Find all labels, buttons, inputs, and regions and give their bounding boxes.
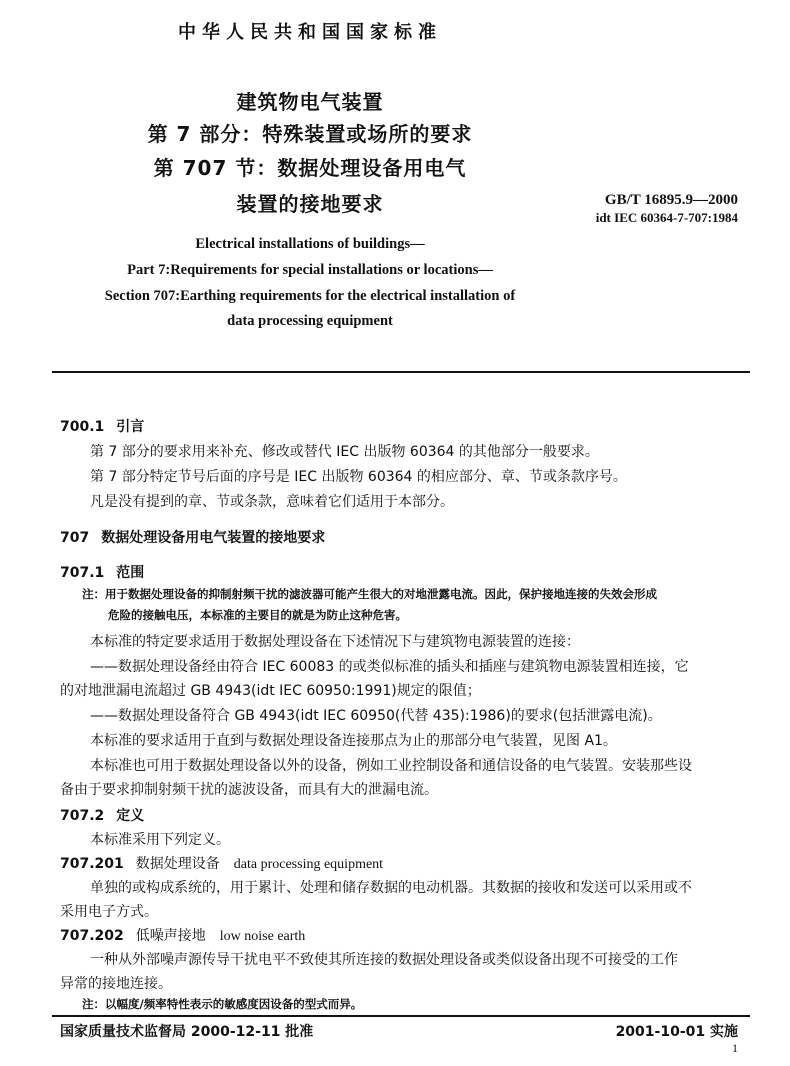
paragraph: 第 7 部分的要求用来补充、修改或替代 IEC 出版物 60364 的其他部分一般要求。 xyxy=(90,444,599,460)
paragraph: 凡是没有提到的章、节或条款，意味着它们适用于本部分。 xyxy=(90,494,454,510)
iec-equivalence: idt IEC 60364-7-707:1984 xyxy=(595,210,738,225)
paragraph-continuation: 备由于要求抑制射频干扰的滤波设备，而具有大的泄漏电流。 xyxy=(60,782,438,798)
paragraph: 单独的或构成系统的，用于累计、处理和储存数据的电动机器。其数据的接收和发送可以采用或不 xyxy=(90,880,692,896)
title-en-line-3: Section 707:Earthing requirements for the electrical installation of xyxy=(104,288,516,304)
header-divider xyxy=(52,371,750,373)
note-continuation: 危险的接触电压，本标准的主要目的就是为防止这种危害。 xyxy=(108,608,407,622)
title-zh-line-4: 装置的接地要求 xyxy=(236,192,384,216)
paragraph: 本标准采用下列定义。 xyxy=(90,832,230,848)
paragraph-continuation: 异常的接地连接。 xyxy=(60,976,172,992)
section-700-1-heading xyxy=(60,416,144,436)
paragraph: 一种从外部噪声源传导干扰电平不致使其所连接的数据处理设备或类似设备出现不可接受的工作 xyxy=(90,952,678,968)
title-zh-line-1: 建筑物电气装置 xyxy=(236,90,384,114)
note: 注：用于数据处理设备的抑制射频干扰的滤波器可能产生很大的对地泄露电流。因此，保护接地连接的失效会形成 xyxy=(82,587,657,601)
definition-707-202 xyxy=(60,925,305,945)
approval-line: 国家质量技术监督局 2000-12-11 批准 xyxy=(60,1024,314,1040)
paragraph: 本标准的要求适用于直到与数据处理设备连接那点为止的那部分电气装置，见图 A1。 xyxy=(90,733,617,749)
section-707-heading xyxy=(60,527,325,547)
footer-divider xyxy=(52,1015,750,1017)
definition-number: 707.201 xyxy=(60,856,124,872)
section-title: 定义 xyxy=(116,808,145,824)
paragraph-continuation: 的对地泄漏电流超过 GB 4943(idt IEC 60950:1991)规定的限值； xyxy=(60,683,481,699)
paragraph: 本标准的特定要求适用于数据处理设备在下述情况下与建筑物电源装置的连接： xyxy=(90,634,580,650)
section-title: 数据处理设备用电气装置的接地要求 xyxy=(101,530,326,546)
section-number: 707.1 xyxy=(60,565,105,581)
title-zh-line-3: 第 707 节：数据处理设备用电气 xyxy=(153,156,467,180)
paragraph: ——数据处理设备符合 GB 4943(idt IEC 60950(代替 435):1986)的要求(包括泄露电流)。 xyxy=(90,708,662,724)
title-zh-line-2: 第 7 部分：特殊装置或场所的要求 xyxy=(147,122,473,146)
section-number: 700.1 xyxy=(60,419,105,435)
national-standard-heading: 中华人民共和国国家标准 xyxy=(178,22,442,43)
title-en-line-2: Part 7:Requirements for special installations or locations— xyxy=(127,262,493,278)
definition-term: 数据处理设备 xyxy=(135,856,220,872)
definition-707-201 xyxy=(60,853,383,873)
definition-number: 707.202 xyxy=(60,928,124,944)
definition-term: 低噪声接地 xyxy=(135,928,206,944)
paragraph: 第 7 部分特定节号后面的序号是 IEC 出版物 60364 的相应部分、章、节或条款序号。 xyxy=(90,469,627,485)
note: 注：以幅度/频率特性表示的敏感度因设备的型式而异。 xyxy=(82,997,363,1011)
definition-term-en: data processing equipment xyxy=(233,857,384,872)
implementation-date: 2001-10-01 实施 xyxy=(615,1024,738,1040)
section-707-1-heading xyxy=(60,562,144,582)
section-title: 范围 xyxy=(116,565,145,581)
title-en-line-4: data processing equipment xyxy=(227,313,393,329)
definition-term-en: low noise earth xyxy=(219,929,306,944)
section-707-2-heading xyxy=(60,805,144,825)
section-number: 707.2 xyxy=(60,808,105,824)
standard-code: GB/T 16895.9—2000 xyxy=(604,192,738,208)
section-title: 引言 xyxy=(116,419,145,435)
section-number: 707 xyxy=(60,530,90,546)
paragraph: 本标准也可用于数据处理设备以外的设备，例如工业控制设备和通信设备的电气装置。安装那些设 xyxy=(90,758,692,774)
page-number: 1 xyxy=(732,1041,738,1055)
paragraph-continuation: 采用电子方式。 xyxy=(60,904,158,920)
title-en-line-1: Electrical installations of buildings— xyxy=(195,236,425,252)
paragraph: ——数据处理设备经由符合 IEC 60083 的或类似标准的插头和插座与建筑物电源装置相连接，它 xyxy=(90,659,689,675)
